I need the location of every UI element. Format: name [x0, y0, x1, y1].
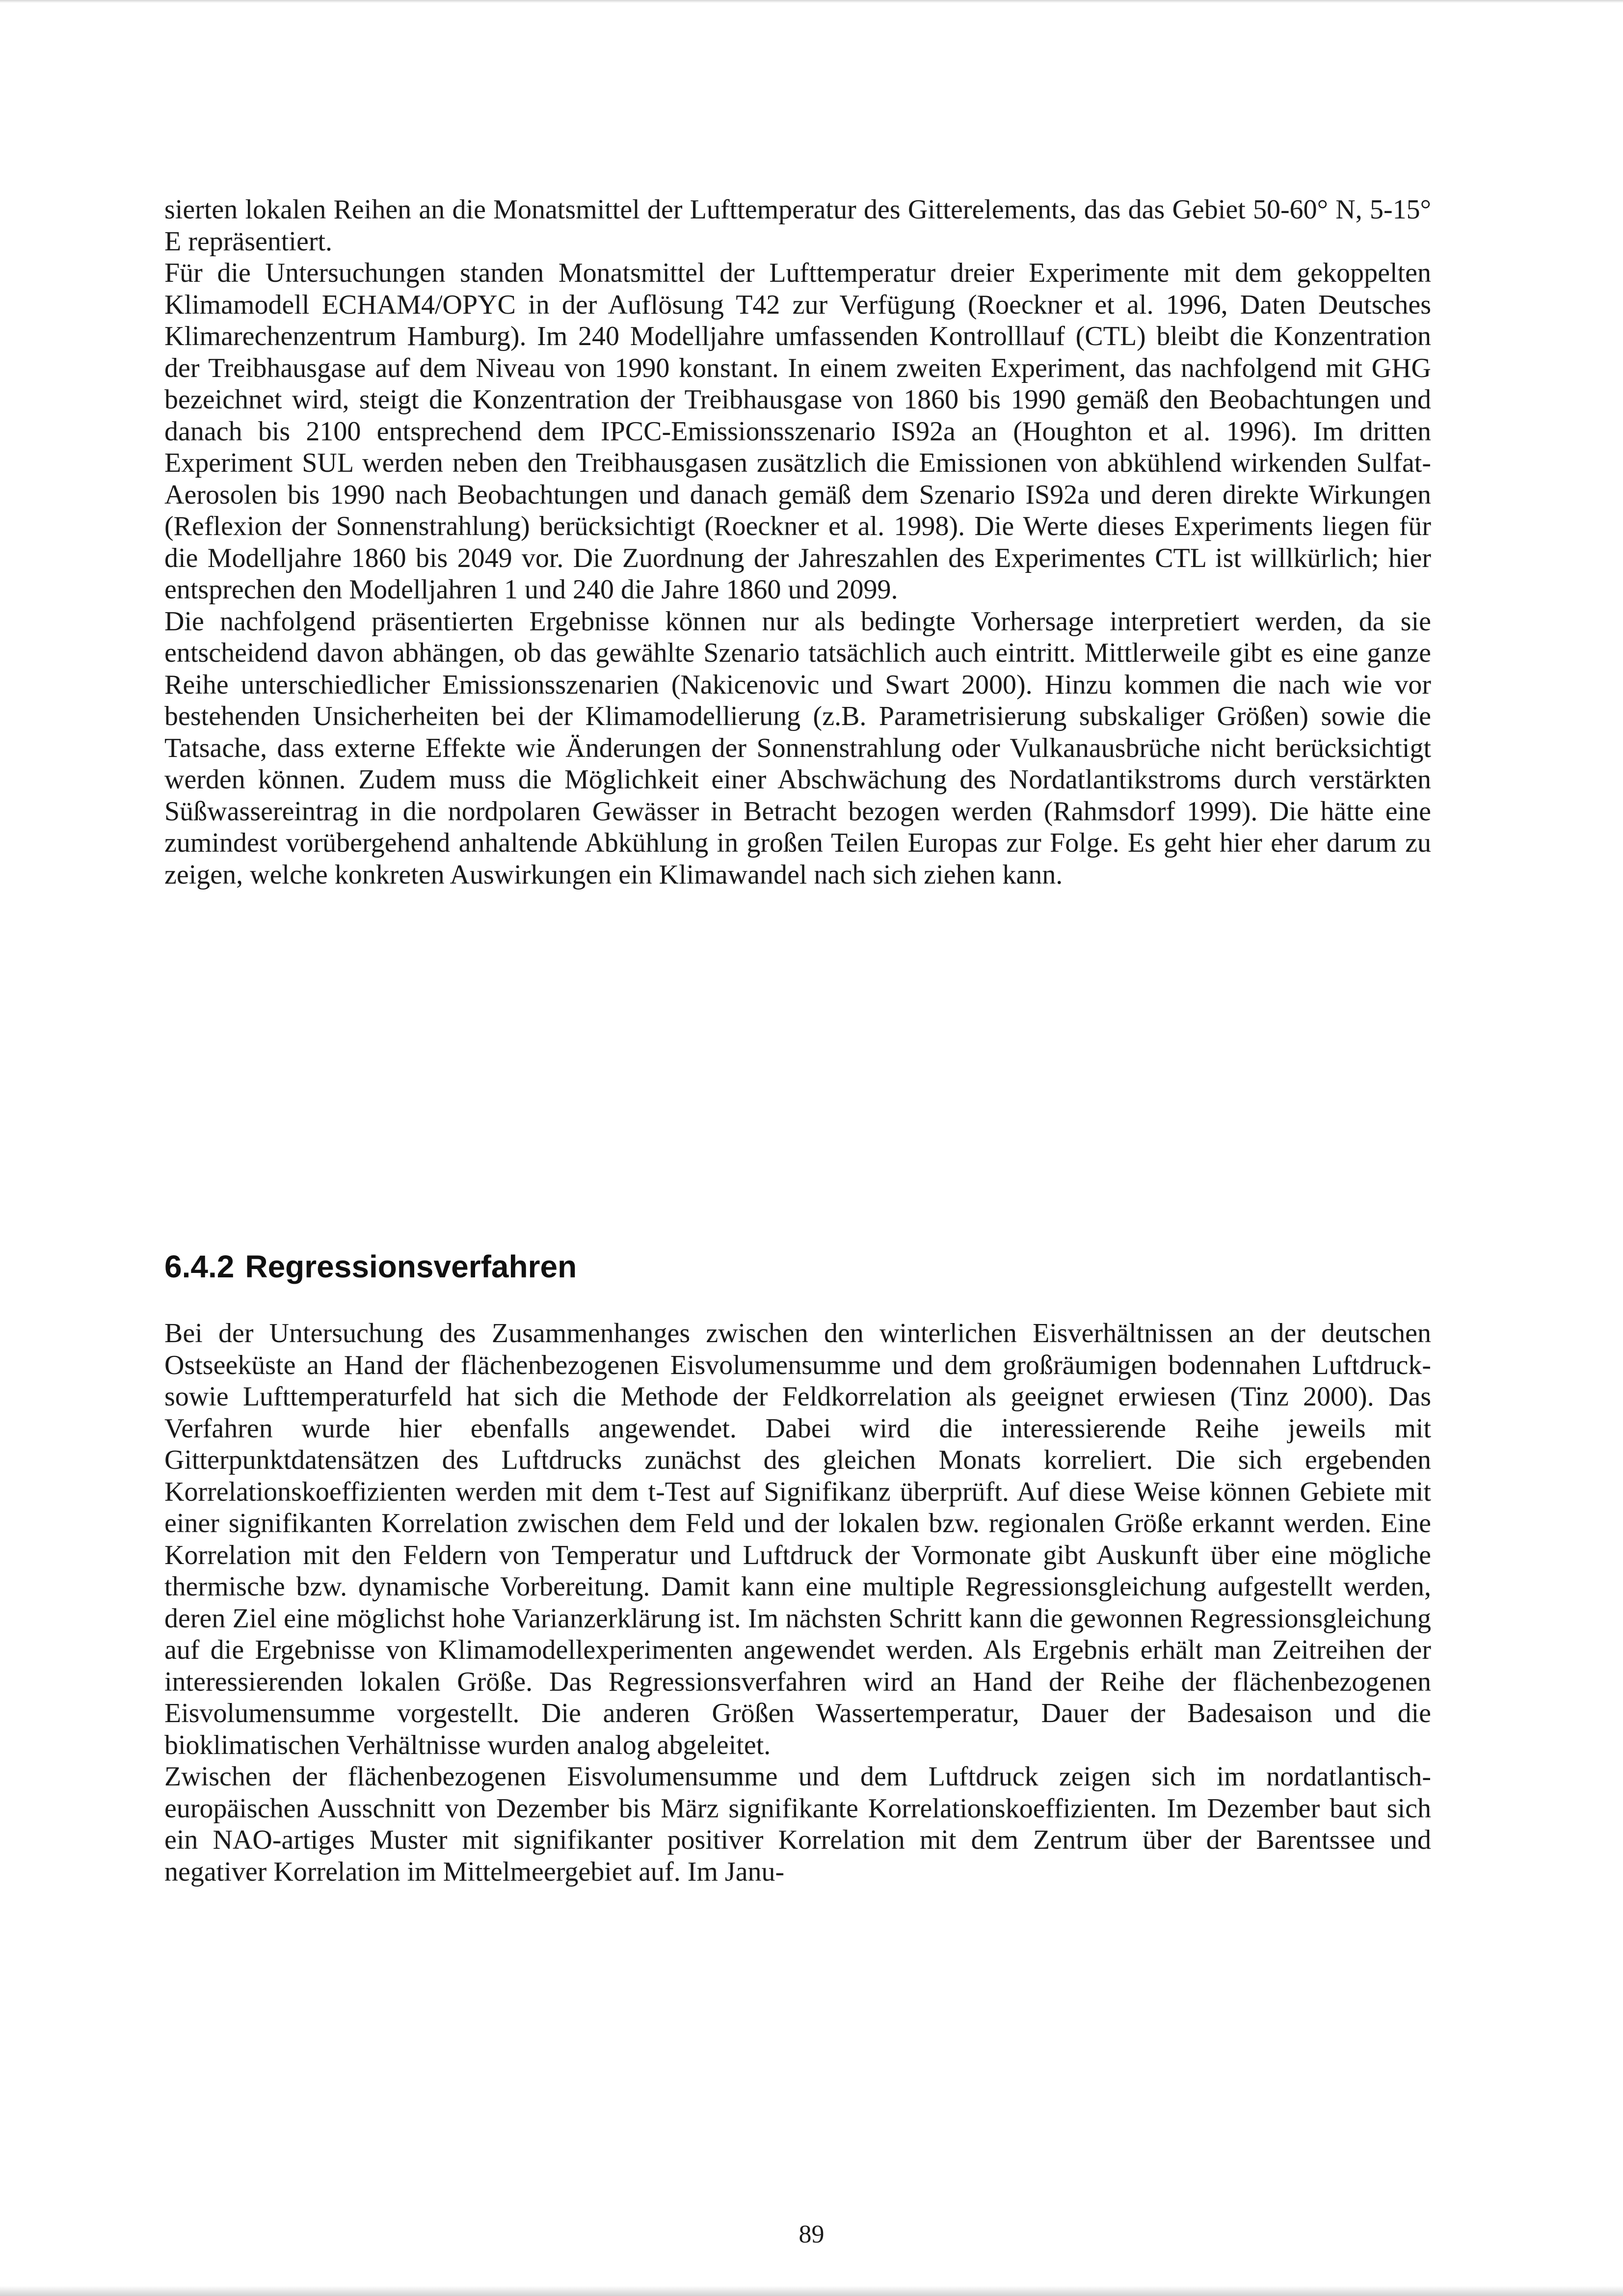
- paragraph: sierten lokalen Reihen an die Monatsmittel der Lufttemperatur des Gitterelements, das das Gebiet 50-60° N, 5-15° E repräsentiert.: [164, 194, 1431, 257]
- scan-edge-bottom: [0, 2286, 1623, 2296]
- section-number: 6.4.2: [164, 1249, 235, 1284]
- paragraph: Die nachfolgend präsentierten Ergebnisse können nur als bedingte Vorhersage interpretiert werden, da sie entscheidend davon abhängen, ob das gewählte Szenario tatsächlich auch eintritt. Mittlerweile gibt es eine ganze Reihe unterschiedlicher Emissionsszenarien (Nakicenovic und Swart 2000). Hinzu kommen die nach wie vor bestehenden Unsicherheiten bei der Klimamodellierung (z.B. Parametrisierung subskaliger Größen) sowie die Tatsache, dass externe Effekte wie Änderungen der Sonnenstrahlung oder Vulkanausbrüche nicht berücksichtigt werden können. Zudem muss die Möglichkeit einer Abschwächung des Nordatlantikstroms durch verstärkten Süßwassereintrag in die nordpolaren Gewässer in Betracht bezogen werden (Rahmsdorf 1999). Die hätte eine zumindest vorübergehend anhaltende Abkühlung in großen Teilen Europas zur Folge. Es geht hier eher darum zu zeigen, welche konkreten Auswirkungen ein Klimawandel nach sich ziehen kann.: [164, 606, 1431, 890]
- scan-edge-top: [0, 0, 1623, 3]
- section-heading: [164, 1247, 577, 1286]
- page-number: 89: [798, 2220, 825, 2248]
- body-text-block-1: [164, 194, 1431, 891]
- section-title: Regressionsverfahren: [245, 1249, 577, 1284]
- paragraph: Bei der Untersuchung des Zusammenhanges zwischen den winterlichen Eisverhältnissen an der deutschen Ostseeküste an Hand der flächenbezogenen Eisvolumensumme und dem großräumigen bodennahen Luftdruck- sowie Lufttemperaturfeld hat sich die Methode der Feldkorrelation als geeignet erwiesen (Tinz 2000). Das Verfahren wurde hier ebenfalls angewendet. Dabei wird die interessierende Reihe jeweils mit Gitterpunktdatensätzen des Luftdrucks zunächst des gleichen Monats korreliert. Die sich ergebenden Korrelationskoeffizienten werden mit dem t-Test auf Signifikanz überprüft. Auf diese Weise können Gebiete mit einer signifikanten Korrelation zwischen dem Feld und der lokalen bzw. regionalen Größe erkannt werden. Eine Korrelation mit den Feldern von Temperatur und Luftdruck der Vormonate gibt Auskunft über eine mögliche thermische bzw. dynamische Vorbereitung. Damit kann eine multiple Regressionsgleichung aufgestellt werden, deren Ziel eine möglichst hohe Varianzerklärung ist. Im nächsten Schritt kann die gewonnen Regressionsgleichung auf die Ergebnisse von Klimamodellexperimenten angewendet werden. Als Ergebnis erhält man Zeitreihen der interessierenden lokalen Größe. Das Regressionsverfahren wird an Hand der Reihe der flächenbezogenen Eisvolumensumme vorgestellt. Die anderen Größen Wassertemperatur, Dauer der Badesaison und die bioklimatischen Verhältnisse wurden analog abgeleitet.: [164, 1318, 1431, 1760]
- paragraph: Zwischen der flächenbezogenen Eisvolumensumme und dem Luftdruck zeigen sich im nordatlantisch-europäischen Ausschnitt von Dezember bis März signifikante Korrelationskoeffizienten. Im Dezember baut sich ein NAO-artiges Muster mit signifikanter positiver Korrelation mit dem Zentrum über der Barentssee und negativer Korrelation im Mittelmeergebiet auf. Im Janu-: [164, 1761, 1431, 1887]
- body-text-block-2: [164, 1318, 1431, 1888]
- paragraph: Für die Untersuchungen standen Monatsmittel der Lufttemperatur dreier Experimente mit dem gekoppelten Klimamodell ECHAM4/OPYC in der Auflösung T42 zur Verfügung (Roeckner et al. 1996, Daten Deutsches Klimarechenzentrum Hamburg). Im 240 Modelljahre umfassenden Kontrolllauf (CTL) bleibt die Konzentration der Treibhausgase auf dem Niveau von 1990 konstant. In einem zweiten Experiment, das nachfolgend mit GHG bezeichnet wird, steigt die Konzentration der Treibhausgase von 1860 bis 1990 gemäß den Beobachtungen und danach bis 2100 entsprechend dem IPCC-Emissionsszenario IS92a an (Houghton et al. 1996). Im dritten Experiment SUL werden neben den Treibhausgasen zusätzlich die Emissionen von abkühlend wirkenden Sulfat-Aerosolen bis 1990 nach Beobachtungen und danach gemäß dem Szenario IS92a und deren direkte Wirkungen (Reflexion der Sonnenstrahlung) berücksichtigt (Roeckner et al. 1998). Die Werte dieses Experiments liegen für die Modelljahre 1860 bis 2049 vor. Die Zuordnung der Jahreszahlen des Experimentes CTL ist willkürlich; hier entsprechen den Modelljahren 1 und 240 die Jahre 1860 und 2099.: [164, 258, 1431, 605]
